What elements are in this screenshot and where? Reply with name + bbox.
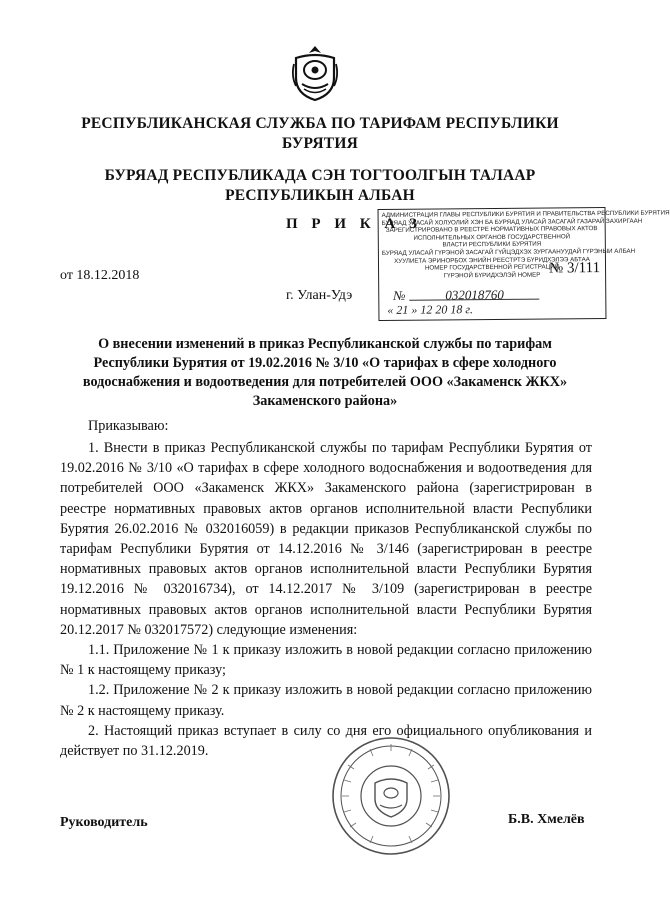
order-word: Приказываю: [88,418,169,434]
stamp-line: НОМЕР ГОСУДАРСТВЕННОЙ РЕГИСТРАЦИИ [424,263,560,272]
signatory-name: Б.В. Хмелёв [508,812,585,827]
paragraph-2: 2. Настоящий приказ вступает в силу со дня его официального опубликования и действует по 31.12.2019. [60,722,592,760]
registration-number-label: № [393,287,406,303]
order-number: № 3/111 [548,260,601,277]
stamp-line: ГҮРЭНОЙ БҮРИДХЭЛЭЙ НОМЕР [443,271,541,280]
paragraph-1-1: 1.1. Приложение № 1 к приказу изложить в новой редакции согласно приложению № 1 к настоящему приказу; [60,642,592,679]
registration-number [393,286,539,303]
stamp-line: БУРЯАД УЛАСАЙ ХОЛУОЛИЙ ХЭН БА БУРЯАД УЛАСАЙ ЗАСАГАЙ ГАЗАРАЙ ЗАХИРГААН [381,217,643,227]
paragraph-1-2: 1.2. Приложение № 2 к приказу изложить в новой редакции согласно приложению № 2 к настоящему приказу. [60,682,592,719]
document-date: от 18.12.2018 [60,268,140,283]
paragraph-1: 1. Внести в приказ Республиканской службы по тарифам Республики Бурятия от 19.02.2016 № 3/10 «О тарифах в сфере холодного водоснабжения и водоотведения для потребителей ООО «Закаменск ЖКХ» Закаменского района (зарегистрирован в реестре нормативных правовых актов органов исполнительной власти Республики Бурятия 26.02.2016 № 032016059) в редакции приказов Республиканской службы по тарифам Республики Бурятия от 14.12.2016 № 3/146 (зарегистрирован в реестре нормативных правовых актов органов исполнительной власти Республики Бурятия 19.12.2016 № 032016734), от 14.12.2017 № 3/109 (зарегистрирован в реестре нормативных правовых актов органов исполнительной власти Республики Бурятия 20.12.2017 № 032017572) следующие изменения: [60,440,592,638]
stamp-line: ХУУЛИЕТА ЭРИНОРБОХ ЭНИЙН РЕЕСТРТЭ БҮРИДХЭЛЭЭ АБТАА [394,255,590,265]
stamp-line: БУРЯАД УЛАСАЙ ГҮРЭНОЙ ЗАСАГАЙ ГҮЙЦЭДХЭХ ЗУРГААНУУДАЙ ГҮРЭНЫИ АЛБАН [381,247,636,257]
document-type: П Р И К А З [286,216,422,232]
document-body [60,438,592,761]
organization-name-ru: РЕСПУБЛИКАНСКАЯ СЛУЖБА ПО ТАРИФАМ РЕСПУБЛИКИ БУРЯТИЯ [81,115,559,152]
signatory-position: Руководитель [60,815,148,830]
stamp-line: ИСПОЛНИТЕЛЬНЫХ ОРГАНОВ ГОСУДАРСТВЕННОЙ [413,233,571,242]
official-seal-icon [330,735,452,857]
stamp-line: ВЛАСТИ РЕСПУБЛИКИ БУРЯТИЯ [442,240,542,249]
document-city: г. Улан-Удэ [286,288,353,303]
registration-date: « 21 » 12 20 18 г. [387,302,473,317]
registration-stamp [378,207,670,321]
document-subject: О внесении изменений в приказ Республиканской службы по тарифам Республики Бурятия от 19.02.2016 № 3/10 «О тарифах в сфере холодного водоснабжения и водоотведения для потребителей ООО «Закаменск ЖКХ» Закаменского района» [82,336,568,409]
registration-number-value: 032018760 [410,291,540,301]
organization-name-bur: БУРЯАД РЕСПУБЛИКАДА СЭН ТОГТООЛГЫН ТАЛААР РЕСПУБЛИКЫН АЛБАН [104,167,536,204]
stamp-line: АДМИНИСТРАЦИЯ ГЛАВЫ РЕСПУБЛИКИ БУРЯТИЯ И ПРАВИТЕЛЬСТВА РЕСПУБЛИКИ БУРЯТИЯ [381,209,670,219]
stamp-line: ЗАРЕГИСТРИРОВАНО В РЕЕСТРЕ НОРМАТИВНЫХ ПРАВОВЫХ АКТОВ [385,225,598,235]
coat-of-arms-icon [290,44,340,102]
